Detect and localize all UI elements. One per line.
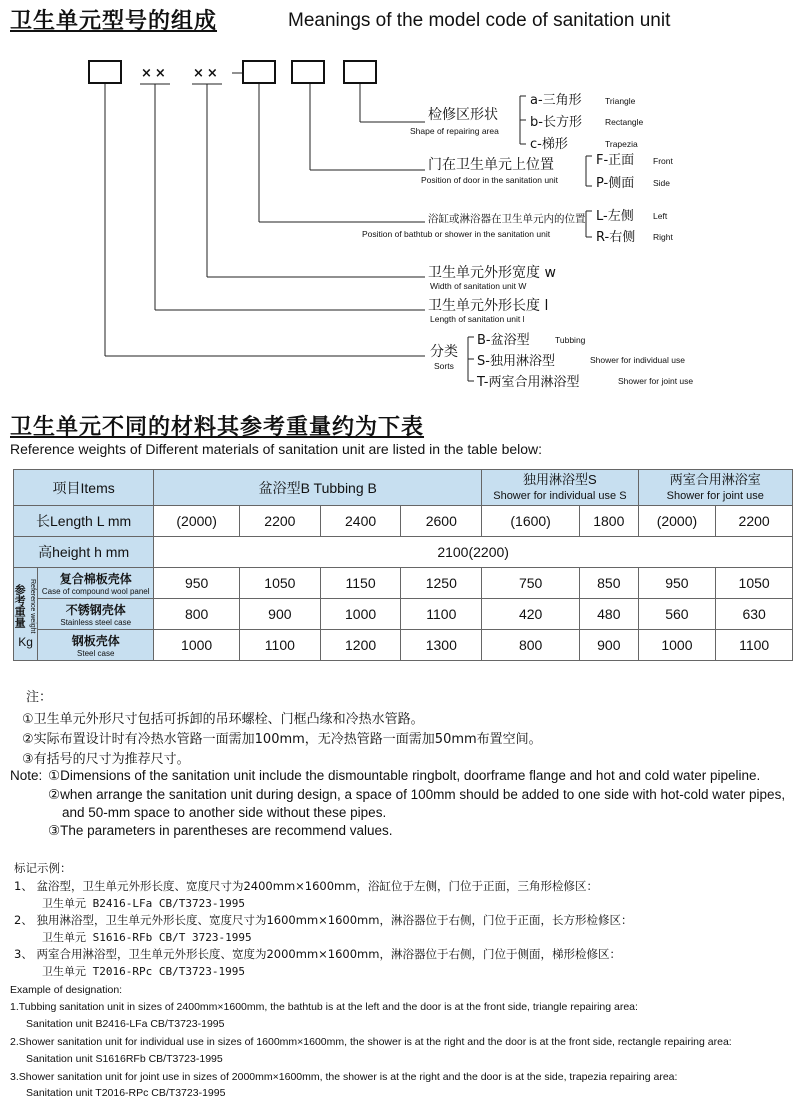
weight-cell: 1150 (320, 568, 401, 599)
note-en-1: ①Dimensions of the sanitation unit include the dismountable ringbolt, doorframe flange and hot and cold water pipeline. (48, 768, 761, 783)
notes-label-cn: 注： (26, 690, 53, 705)
note-cn-3: ③有括号的尺寸为推荐尺寸。 (22, 752, 190, 767)
repair-option-a-en: Triangle (605, 96, 636, 106)
weight-cell: 1100 (240, 630, 321, 661)
sorts-label-en: Sorts (434, 361, 454, 371)
weight-cell: 850 (580, 568, 639, 599)
weight-cell: 1050 (240, 568, 321, 599)
material-label (38, 568, 154, 599)
width-label-cn: 卫生单元外形宽度 w (428, 265, 556, 281)
sort-option-s-cn: S-独用淋浴型 (477, 354, 555, 369)
weight-cell: 1100 (716, 630, 793, 661)
code-length-placeholder: ×× (141, 66, 169, 81)
repair-option-a-cn: a-三角形 (530, 93, 582, 108)
sort-option-t-en: Shower for joint use (618, 376, 694, 386)
weight-cell: 1050 (716, 568, 793, 599)
width-label-en: Width of sanitation unit W (430, 281, 527, 291)
height-row-label: 高height h mm (14, 537, 154, 568)
note-en-3: ③The parameters in parentheses are recommend values. (48, 823, 393, 838)
table-header-items: 项目Items (14, 470, 154, 506)
weight-label-cn: 参考重量 (13, 584, 26, 629)
door-option-front-cn: F-正面 (596, 153, 635, 168)
door-option-front-en: Front (653, 156, 673, 166)
length-cell: 2200 (716, 506, 793, 537)
length-cell: (2000) (638, 506, 716, 537)
weight-cell: 560 (638, 599, 716, 630)
weight-cell: 420 (482, 599, 580, 630)
note-cn-2: ②实际布置设计时有冷热水管路一面需加100mm，无冷热管路一面需加50mm布置空间。 (22, 732, 542, 747)
weight-cell: 750 (482, 568, 580, 599)
header-shower-joint-cn: 两室合用淋浴室 (669, 471, 761, 487)
bath-option-left-en: Left (653, 211, 668, 221)
length-row-label: 长Length L mm (14, 506, 154, 537)
example-cn-2: 2、 独用淋浴型，卫生单元外形长度、宽度尺寸为1600mm×1600mm，淋浴器位于右侧，门位于正面，长方形检修区： (14, 913, 633, 927)
repair-shape-label-cn: 检修区形状 (428, 107, 498, 123)
bath-position-label-cn: 浴缸或淋浴器在卫生单元内的位置 (428, 213, 586, 225)
note-en-2-cont: and 50-mm space to another side without these pipes. (62, 805, 387, 820)
weight-cell: 1000 (154, 630, 240, 661)
length-cell: 1800 (580, 506, 639, 537)
material-label (38, 630, 154, 661)
material-en: Stainless steel case (60, 618, 132, 627)
notes-prefix-en: Note: (10, 768, 43, 783)
bath-option-right-cn: R-右侧 (596, 230, 636, 245)
example-en-3: 3.Shower sanitation unit for joint use in sizes of 2000mm×1600mm, the shower is at the right and the door is at the side, trapezia repairing area: (10, 1071, 678, 1083)
weights-subtitle-en: Reference weights of Different materials of sanitation unit are listed in the table below: (10, 441, 543, 457)
repair-shape-label-en: Shape of repairing area (410, 126, 499, 136)
example-cn-3-code: 卫生单元 T2016-RPc CB/T3723-1995 (42, 965, 245, 978)
repair-option-c-en: Trapezia (605, 139, 638, 149)
table-row-weight (14, 630, 793, 661)
weights-table (13, 469, 793, 661)
weight-cell: 900 (240, 599, 321, 630)
example-en-2: 2.Shower sanitation unit for individual use in sizes of 1600mm×1600mm, the shower is at the right and the door is at the front side, rectangle repairing area: (10, 1036, 732, 1048)
sort-option-b-cn: B-盆浴型 (477, 333, 530, 348)
door-position-label-cn: 门在卫生单元上位置 (428, 157, 554, 173)
bath-position-label-en: Position of bathtub or shower in the sanitation unit (362, 229, 551, 239)
repair-option-b-en: Rectangle (605, 117, 644, 127)
weight-cell: 1250 (401, 568, 482, 599)
example-en-3-code: Sanitation unit T2016-RPc CB/T3723-1995 (26, 1087, 226, 1099)
example-en-1: 1.Tubbing sanitation unit in sizes of 2400mm×1600mm, the bathtub is at the left and the door is at the front side, triangle repairing area: (10, 1001, 638, 1013)
height-cell: 2100(2200) (154, 537, 793, 568)
material-cn: 不锈钢壳体 (65, 603, 126, 617)
table-row-length (14, 506, 793, 537)
door-position-label-en: Position of door in the sanitation unit (421, 175, 559, 185)
examples-label-en: Example of designation: (10, 984, 123, 996)
table-header-shower-individual (482, 470, 638, 506)
weight-cell: 800 (482, 630, 580, 661)
length-cell: 2400 (320, 506, 401, 537)
length-cell: (2000) (154, 506, 240, 537)
repair-option-c-cn: c-梯形 (530, 137, 568, 152)
length-label-en: Length of sanitation unit l (430, 314, 525, 324)
note-en-2: ②when arrange the sanitation unit during design, a space of 100mm should be added to one side with hot-cold water pipes, (48, 787, 786, 802)
material-en: Steel case (77, 649, 115, 658)
material-cn: 钢板壳体 (71, 634, 120, 648)
weight-cell: 800 (154, 599, 240, 630)
weight-cell: 630 (716, 599, 793, 630)
weights-title-cn: 卫生单元不同的材料其参考重量约为下表 (10, 415, 425, 440)
weight-cell: 1000 (638, 630, 716, 661)
door-option-side-en: Side (653, 178, 671, 188)
header-shower-individual-en: Shower for individual use S (493, 489, 627, 502)
example-cn-3: 3、 两室合用淋浴型，卫生单元外形长度、宽度为2000mm×1600mm，淋浴器位于右侧，门位于侧面，梯形检修区： (14, 947, 621, 961)
code-width-placeholder: ×× (193, 66, 221, 81)
section-title-en: Meanings of the model code of sanitation unit (288, 10, 671, 31)
example-cn-1: 1、 盆浴型，卫生单元外形长度、宽度尺寸为2400mm×1600mm，浴缸位于左侧，门位于正面，三角形检修区： (14, 879, 598, 893)
note-cn-1: ①卫生单元外形尺寸包括可拆卸的吊环螺栓、门框凸缘和冷热水管路。 (22, 712, 424, 727)
weight-cell: 1300 (401, 630, 482, 661)
weight-side-label (14, 568, 38, 661)
length-label-cn: 卫生单元外形长度 l (428, 298, 549, 314)
length-cell: (1600) (482, 506, 580, 537)
weight-cell: 480 (580, 599, 639, 630)
examples-label-cn: 标记示例： (14, 861, 72, 875)
material-en: Case of compound wool panel (41, 587, 150, 596)
header-shower-joint-en: Shower for joint use (666, 489, 764, 502)
repair-option-b-cn: b-长方形 (530, 115, 582, 130)
sorts-label-cn: 分类 (430, 344, 458, 360)
example-cn-2-code: 卫生单元 S1616-RFb CB/T 3723-1995 (42, 931, 252, 944)
header-shower-individual-cn: 独用淋浴型S (523, 471, 597, 487)
section-title-cn: 卫生单元型号的组成 (10, 9, 218, 34)
door-option-side-cn: P-侧面 (596, 176, 635, 191)
example-cn-1-code: 卫生单元 B2416-LFa CB/T3723-1995 (42, 897, 245, 910)
weight-cell: 900 (580, 630, 639, 661)
example-en-2-code: Sanitation unit S1616RFb CB/T3723-1995 (26, 1053, 223, 1065)
table-header-tubbing: 盆浴型B Tubbing B (154, 470, 482, 506)
weight-cell: 1100 (401, 599, 482, 630)
sort-option-s-en: Shower for individual use (590, 355, 685, 365)
length-cell: 2600 (401, 506, 482, 537)
length-cell: 2200 (240, 506, 321, 537)
weight-unit: Kg (18, 634, 33, 649)
bath-option-left-cn: L-左侧 (596, 209, 634, 224)
table-row-height (14, 537, 793, 568)
sort-option-t-cn: T-两室合用淋浴型 (477, 375, 580, 390)
material-label (38, 599, 154, 630)
table-row-weight (14, 568, 793, 599)
material-cn: 复合棉板壳体 (59, 572, 132, 586)
weight-label-en: Reference weight (29, 579, 37, 634)
sort-option-b-en: Tubbing (555, 335, 586, 345)
example-en-1-code: Sanitation unit B2416-LFa CB/T3723-1995 (26, 1018, 225, 1030)
table-header-shower-joint (638, 470, 792, 506)
weight-cell: 1000 (320, 599, 401, 630)
weight-cell: 950 (638, 568, 716, 599)
weight-cell: 1200 (320, 630, 401, 661)
table-row-weight (14, 599, 793, 630)
weight-cell: 950 (154, 568, 240, 599)
bath-option-right-en: Right (653, 232, 673, 242)
code-leader-lines (0, 0, 800, 400)
